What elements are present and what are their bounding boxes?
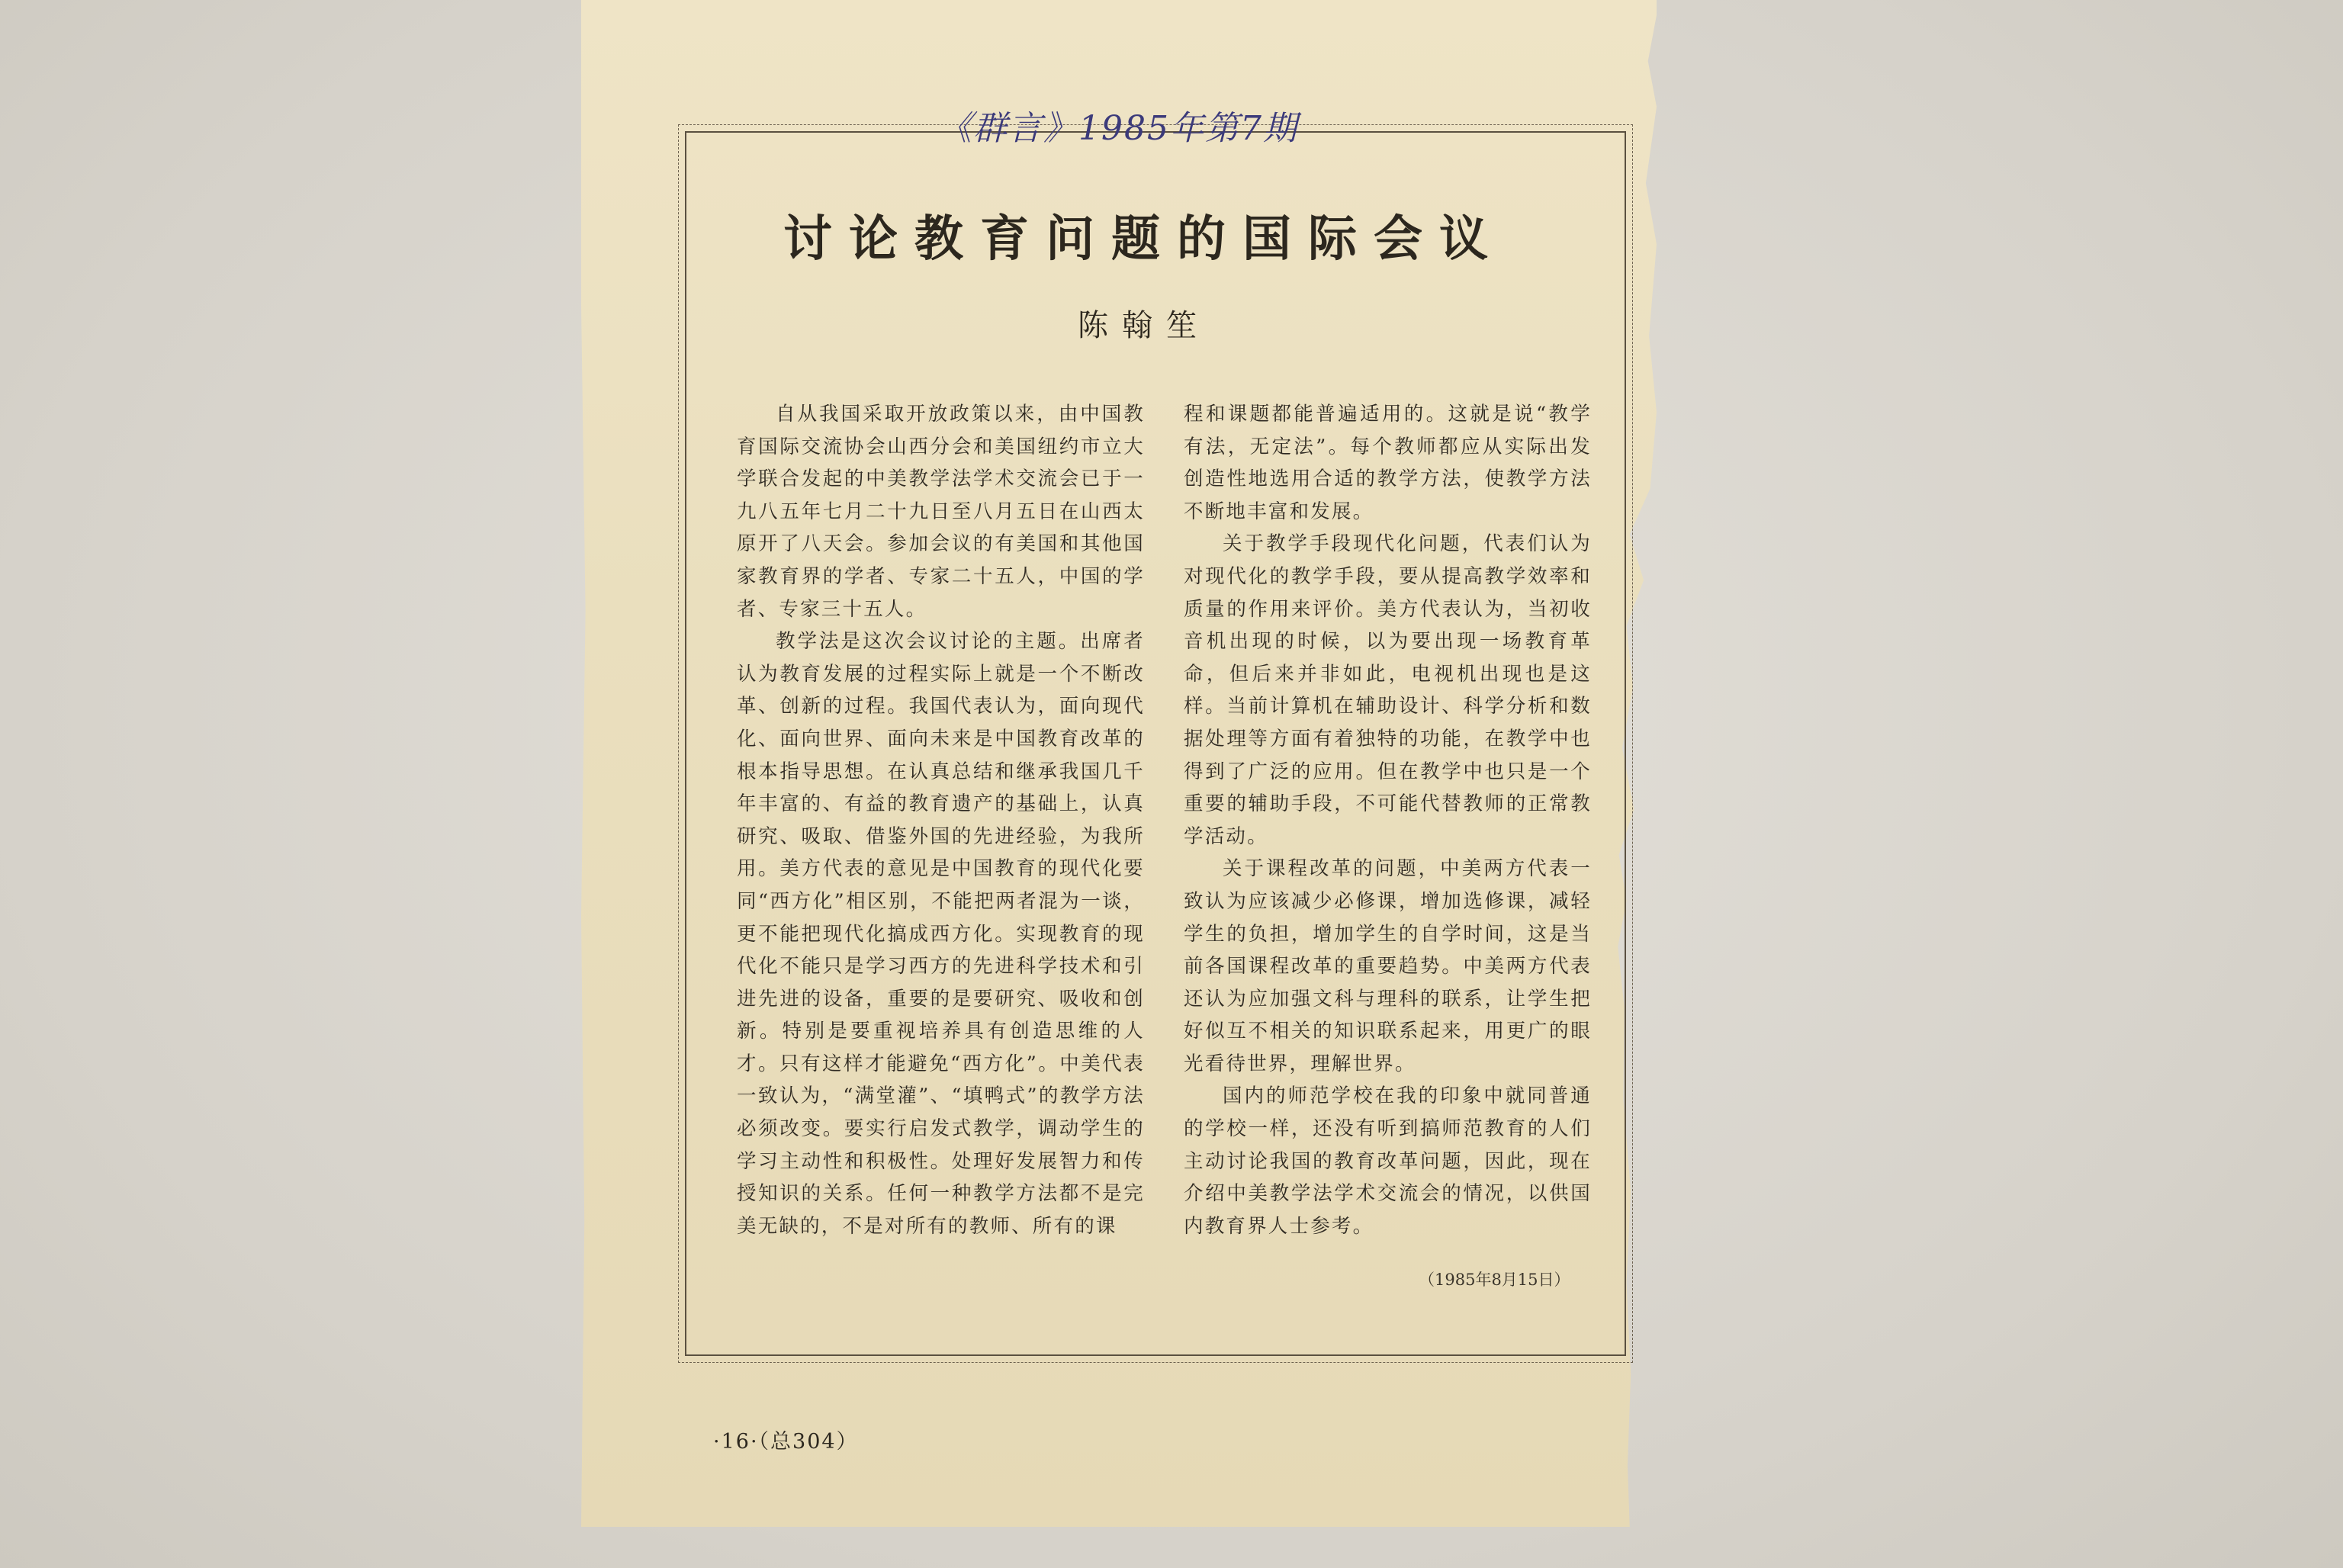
page-number: ·16·（总304）	[713, 1430, 859, 1454]
article-title: 讨论教育问题的国际会议	[783, 210, 1505, 268]
paragraph: 国内的师范学校在我的印象中就同普通的学校一样，还没有听到搞师范教育的人们主动讨论我国的教育改革问题，因此，现在介绍中美教学法学术交流会的情况，以供国内教育界人士参考。	[1184, 1084, 1592, 1238]
paragraph: 自从我国采取开放政策以来，由中国教育国际交流协会山西分会和美国纽约市立大学联合发起的中美教学法学术交流会已于一九八五年七月二十九日至八月五日在山西太原开了八天会。参加会议的有美国和其他国家教育界的学者、专家二十五人，中国的学者、专家三十五人。	[737, 403, 1145, 621]
date-note: （1985年8月15日）	[1419, 1271, 1570, 1289]
handwritten-source-note: 《群言》1985年第7期	[938, 109, 1298, 148]
paragraph: 关于教学手段现代化问题，代表们认为对现代化的教学手段，要从提高教学效率和质量的作用来评价。美方代表认为，当初收音机出现的时候，以为要出现一场教育革命，但后来并非如此，电视机出现也是这样。当前计算机在辅助设计、科学分析和数据处理等方面有着独特的功能，在教学中也得到了广泛的应用。但在教学中也只是一个重要的辅助手段，不可能代替教师的正常教学活动。	[1184, 532, 1592, 848]
paragraph: 教学法是这次会议讨论的主题。出席者认为教育发展的过程实际上就是一个不断改革、创新的过程。我国代表认为，面向现代化、面向世界、面向未来是中国教育改革的根本指导思想。在认真总结和继承我国几千年丰富的、有益的教育遗产的基础上，认真研究、吸取、借鉴外国的先进经验，为我所用。美方代表的意见是中国教育的现代化要同“西方化”相区别，不能把两者混为一谈，更不能把现代化搞成西方化。实现教育的现代化不能只是学习西方的先进科学技术和引进先进的设备，重要的是要研究、吸收和创新。特别是要重视培养具有创造思维的人才。只有这样才能避免“西方化”。中美代表一致认为，“满堂灌”、“填鸭式”的教学方法必须改变。要实行启发式教学，调动学生的学习主动性和积极性。处理好发展智力和传授知识的关系。任何一种教学方法都不是完美无缺的，不是对所有的教师、所有的课	[737, 630, 1145, 1238]
paragraph: 程和课题都能普遍适用的。这就是说“教学有法，无定法”。每个教师都应从实际出发创造性地选用合适的教学方法，使教学方法不断地丰富和发展。	[1184, 403, 1592, 523]
text-column-left	[737, 398, 1145, 1242]
text-column-right	[1184, 398, 1592, 1242]
paragraph: 关于课程改革的问题，中美两方代表一致认为应该减少必修课，增加选修课，减轻学生的负担，增加学生的自学时间，这是当前各国课程改革的重要趋势。中美两方代表还认为应加强文科与理科的联系，让学生把好似互不相关的知识联系起来，用更广的眼光看待世界，理解世界。	[1184, 857, 1592, 1075]
article-author: 陈翰笙	[1078, 308, 1210, 343]
